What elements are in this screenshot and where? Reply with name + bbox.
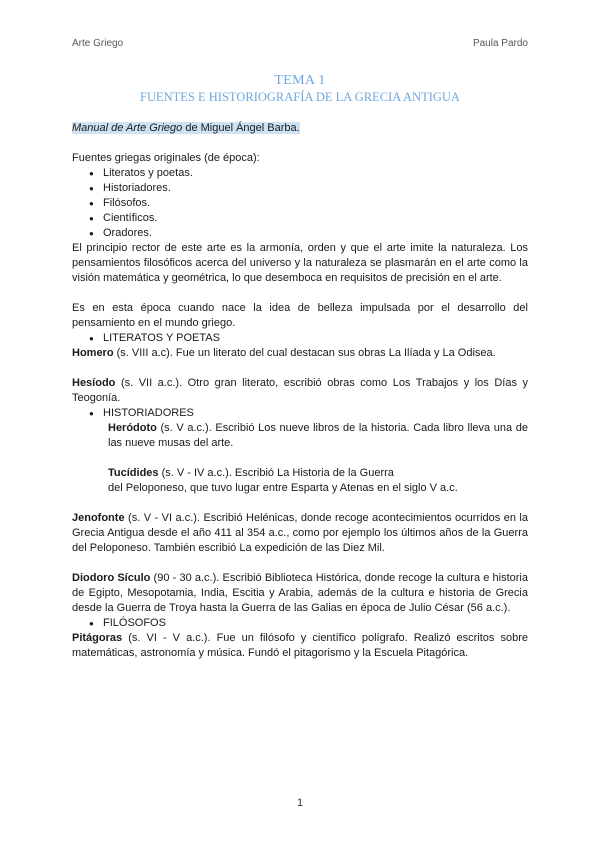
entry-herodoto [108, 421, 528, 451]
section-heading: ● FILÓSOFOS [72, 616, 528, 631]
page-number: 1 [296, 797, 304, 809]
list-item: ● Filósofos. [72, 196, 528, 211]
entry-homero [72, 346, 528, 361]
document-body [72, 121, 528, 661]
entry-name: Heródoto [108, 422, 157, 434]
sources-list [72, 166, 528, 241]
header-title: Arte Griego [72, 38, 124, 49]
paragraph-principle: El principio rector de este arte es la armonía, orden y que el arte imite la naturaleza. Los pensamientos filosóficos acerca del universo y la naturaleza se plasmarán en el arte como la visión matemática y geométrica, lo que desemboca en requisitos de precisión en el arte. [72, 242, 528, 284]
list-item: ● Historiadores. [72, 181, 528, 196]
sources-intro: Fuentes griegas originales (de época): [72, 152, 260, 164]
topic-title: FUENTES E HISTORIOGRAFÍA DE LA GRECIA ANTIGUA [140, 90, 460, 104]
entry-text: (s. VII a.c.). Otro gran literato, escribió obras como Los Trabajos y los Días y Teogonía. [72, 377, 528, 404]
list-item: ● Literatos y poetas. [72, 166, 528, 181]
entry-pitagoras [72, 631, 528, 661]
entry-text-continued: del Peloponeso, que tuvo lugar entre Esparta y Atenas en el siglo V a.c. [108, 482, 458, 494]
section-heading-historiadores [72, 406, 528, 421]
entry-name: Hesíodo [72, 377, 116, 389]
section-heading-literatos [72, 331, 528, 346]
entry-hesiodo [72, 376, 528, 406]
source-author: de Miguel Ángel Barba. [182, 122, 300, 134]
entry-name: Tucídides [108, 467, 159, 479]
section-heading: ● HISTORIADORES [72, 406, 528, 421]
entry-tucidides [108, 466, 528, 496]
entry-text: (90 - 30 a.c.). Escribió Biblioteca Histórica, donde recoge la cultura e historia de Egipto, Mesopotamia, India, Escitia y Arabia, además de la cultura e historia de Grecia desde la Guerra de Troya hasta la Guerra de las Galias en época de Julio César (56 a.c.). [72, 572, 528, 614]
entry-text: (s. VI - V a.c.). Fue un filósofo y científico polígrafo. Realizó escritos sobre matemáticas, astronomía y música. Fundó el pitagorismo y la Escuela Pitagórica. [72, 632, 528, 659]
entry-name: Jenofonte [72, 512, 125, 524]
section-heading-filosofos [72, 616, 528, 631]
topic-number: TEMA 1 [274, 73, 326, 88]
entry-name: Diodoro Sículo [72, 572, 151, 584]
entry-jenofonte [72, 511, 528, 556]
entry-text: (s. VIII a.c). Fue un literato del cual destacan sus obras La Ilíada y La Odisea. [113, 347, 496, 359]
entry-text: (s. V a.c.). Escribió Los nueve libros de la historia. Cada libro lleva una de las nueve musas del arte. [108, 422, 528, 449]
entry-name: Pitágoras [72, 632, 123, 644]
entry-name: Homero [72, 347, 114, 359]
section-heading: ● LITERATOS Y POETAS [72, 331, 528, 346]
entry-diodoro [72, 571, 528, 616]
entry-text: (s. V - VI a.c.). Escribió Helénicas, donde recoge acontecimientos ocurridos en la Grecia Antigua desde el año 411 al 354 a.c., como por ejemplo los últimos años de la Guerra del Peloponeso. También escribió La expedición de las Diez Mil. [72, 512, 528, 554]
source-reference [72, 121, 528, 136]
entry-text: (s. V - IV a.c.). Escribió La Historia de la Guerra [158, 467, 394, 479]
list-item: ● Científicos. [72, 211, 528, 226]
paragraph-beauty: Es en esta época cuando nace la idea de belleza impulsada por el desarrollo del pensamiento en el mundo griego. [72, 302, 528, 329]
header-author: Paula Pardo [472, 38, 528, 49]
title-block [72, 73, 528, 105]
list-item: ● Oradores. [72, 226, 528, 241]
source-book-title: Manual de Arte Griego [72, 122, 183, 134]
